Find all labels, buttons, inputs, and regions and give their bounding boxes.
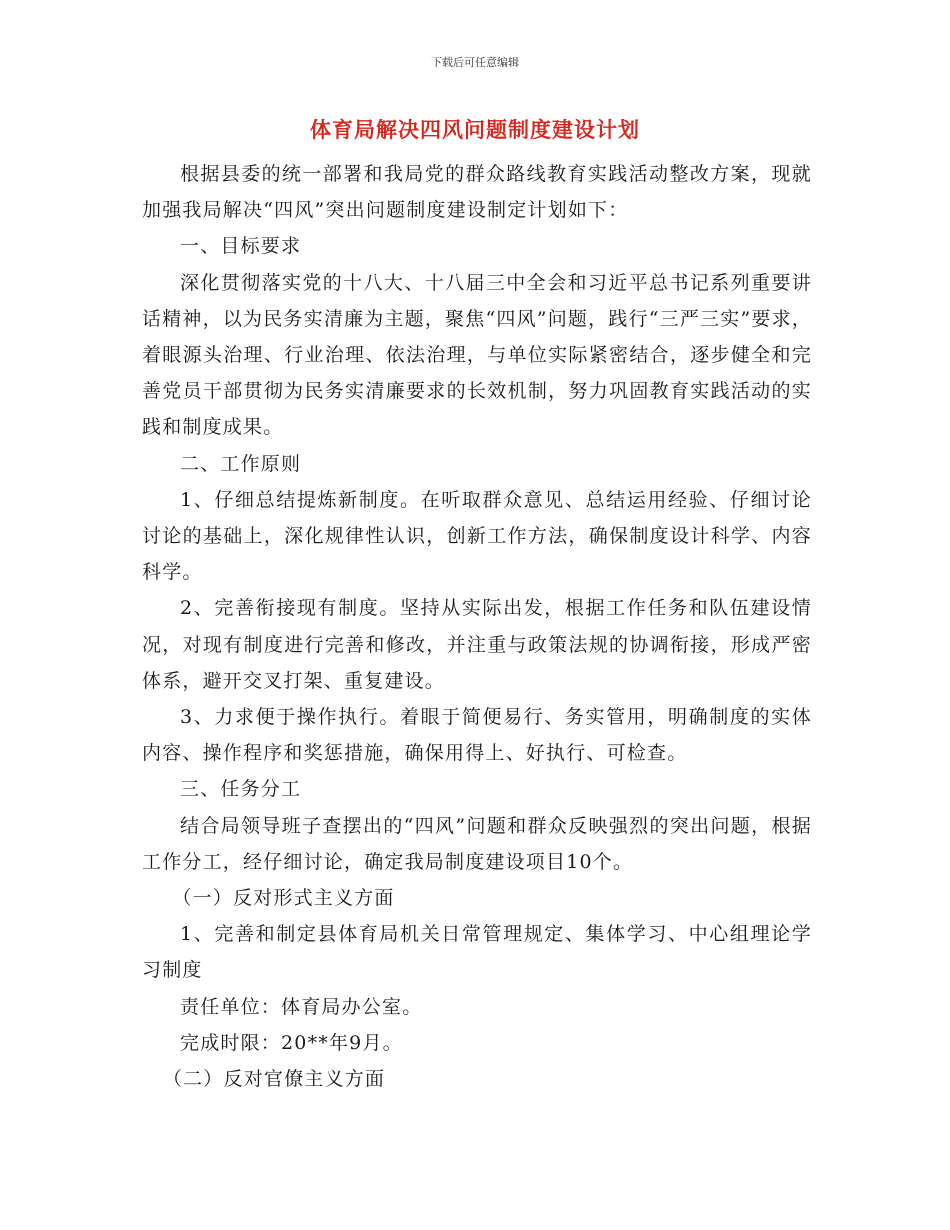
section-heading-principles: 二、工作原则: [180, 452, 302, 475]
goals-paragraph: 深化贯彻落实党的十八大、十八届三中全会和习近平总书记系列重要讲话精神，以为民务实清廉为主题，聚焦“四风”问题，践行“三严三实”要求，着眼源头治理、行业治理、依法治理，与单位实际紧密结合，逐步健全和完善党员干部贯彻为民务实清廉要求的长效机制，努力巩固教育实践活动的实践和制度成果。: [142, 271, 812, 439]
principle-item-3: 3、力求便于操作执行。着眼于简便易行、务实管用，明确制度的实体内容、操作程序和奖惩措施，确保用得上、好执行、可检查。: [142, 706, 812, 765]
section-heading-tasks: 三、任务分工: [180, 778, 302, 801]
principle-item-2: 2、完善衔接现有制度。坚持从实际出发，根据工作任务和队伍建设情况，对现有制度进行完善和修改，并注重与政策法规的协调衔接，形成严密体系，避开交叉打架、重复建设。: [142, 597, 812, 692]
subsection-heading-formalism: （一）反对形式主义方面: [172, 887, 395, 910]
deadline: 完成时限：20**年9月。: [180, 1031, 403, 1054]
section-heading-goals: 一、目标要求: [180, 235, 302, 258]
document-body: [142, 156, 812, 1097]
principle-item-1: 1、仔细总结提炼新制度。在听取群众意见、总结运用经验、仔细讨论讨论的基础上，深化规律性认识，创新工作方法，确保制度设计科学、内容科学。: [142, 488, 812, 584]
header-note: 下载后可任意编辑: [431, 56, 519, 69]
tasks-paragraph: 结合局领导班子查摆出的“四风”问题和群众反映强烈的突出问题，根据工作分工，经仔细讨论，确定我局制度建设项目10个。: [142, 814, 812, 873]
subsection-heading-bureaucracy: （二）反对官僚主义方面: [162, 1068, 386, 1091]
document-title: 体育局解决四风问题制度建设计划: [310, 117, 640, 142]
task-item-1: 1、完善和制定县体育局机关日常管理规定、集体学习、中心组理论学习制度: [142, 923, 812, 982]
responsible-unit: 责任单位：体育局办公室。: [180, 995, 423, 1018]
intro-paragraph: 根据县委的统一部署和我局党的群众路线教育实践活动整改方案，现就加强我局解决“四风”突出问题制度建设制定计划如下：: [142, 163, 812, 222]
